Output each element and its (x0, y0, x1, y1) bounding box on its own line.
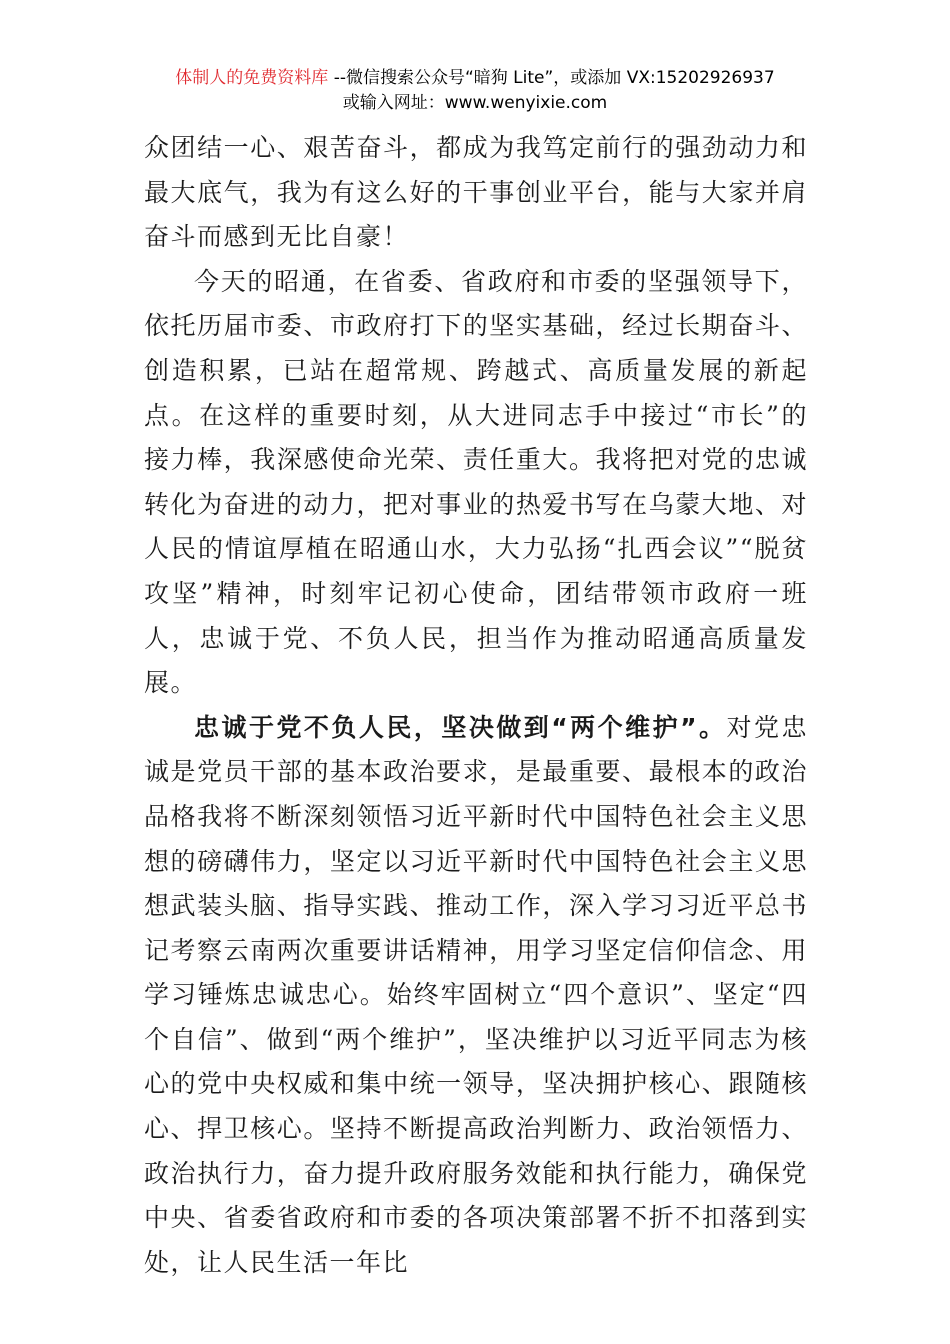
paragraph-2: 今天的昭通，在省委、省政府和市委的坚强领导下，依托历届市委、市政府打下的坚实基础，经过长期奋斗、创造积累，已站在超常规、跨越式、高质量发展的新起点。在这样的重要时刻，从大进同志手中接过“市长”的接力棒，我深感使命光荣、责任重大。我将把对党的忠诚转化为奋进的动力，把对事业的热爱书写在乌蒙大地、对人民的情谊厚植在昭通山水，大力弘扬“扎西会议”“脱贫攻坚”精神，时刻牢记初心使命，团结带领市政府一班人，忠诚于党、不负人民，担当作为推动昭通高质量发展。 (144, 266, 808, 698)
header-contact: --微信搜索公众号“暗狗 Lite”，或添加 VX:15202926937 (328, 68, 775, 88)
paragraph-3-text: 对党忠诚是党员干部的基本政治要求，是最重要、最根本的政治品格我将不断深刻领悟习近平新时代中国特色社会主义思想的磅礴伟力，坚定以习近平新时代中国特色社会主义思想武装头脑、指导实践、推动工作，深入学习习近平总书记考察云南两次重要讲话精神，用学习坚定信仰信念、用学习锤炼忠诚忠心。始终牢固树立“四个意识”、坚定“四个自信”、做到“两个维护”，坚决维护以习近平同志为核心的党中央权威和集中统一领导，坚决拥护核心、跟随核心、捍卫核心。坚持不断提高政治判断力、政治领悟力、政治执行力，奋力提升政府服务效能和执行能力，确保党中央、省委省政府和市委的各项决策部署不折不扣落到实处，让人民生活一年比 (144, 712, 808, 1277)
brand-name: 体制人的免费资料库 (175, 68, 329, 88)
header-line-1 (0, 66, 950, 91)
paragraph-3 (144, 706, 808, 1286)
paragraph-3-lead: 忠诚于党不负人民，坚决做到“两个维护”。 (194, 712, 727, 742)
paragraph-1: 众团结一心、艰苦奋斗，都成为我笃定前行的强劲动力和最大底气，我为有这么好的干事创业平台，能与大家并肩奋斗而感到无比自豪！ (144, 133, 808, 252)
document-body (144, 126, 808, 1285)
page-header (0, 66, 950, 116)
header-website: 或输入网址：www.wenyixie.com (342, 93, 608, 113)
